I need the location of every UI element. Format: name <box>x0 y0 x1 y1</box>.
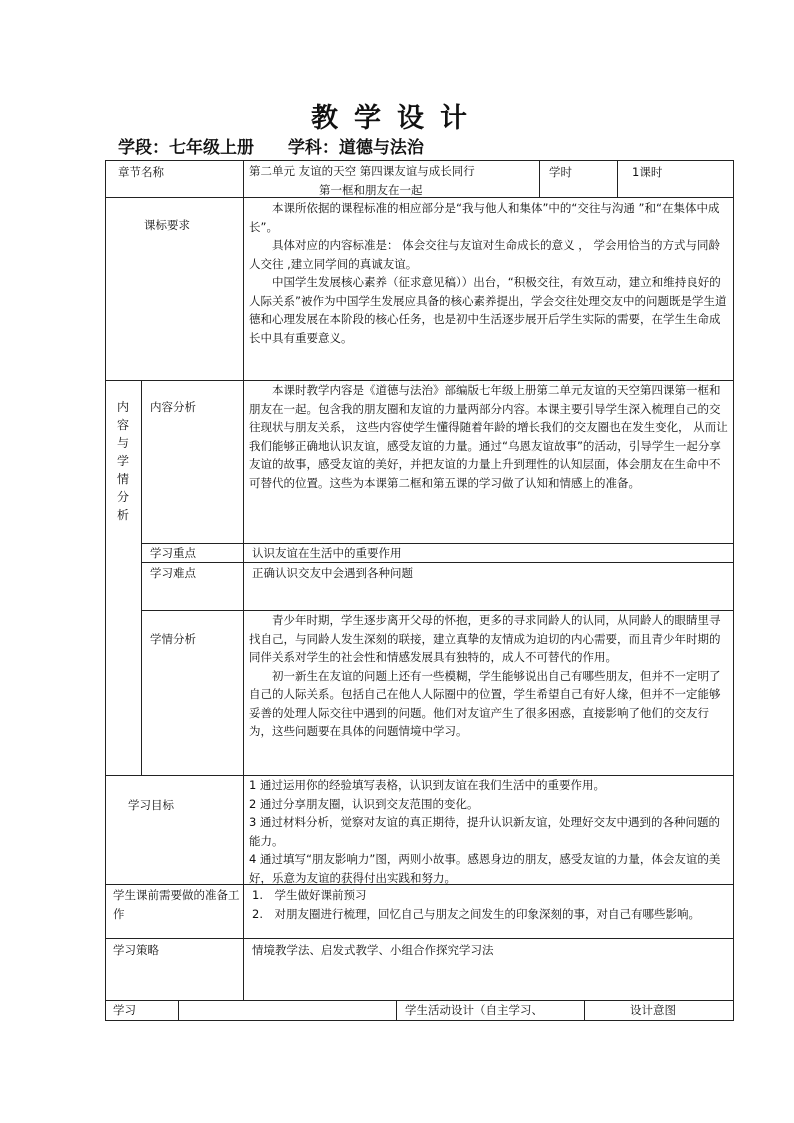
strategy-label: 学习策略 <box>113 943 159 957</box>
subject-label: 学科：道德与法治 <box>287 138 424 158</box>
preparation-label: 学生课前需要做的准备工作 <box>113 888 240 921</box>
key-point-text: 认识友谊在生活中的重要作用 <box>252 546 402 560</box>
difficulty-text: 正确认识交友中会遇到各种问题 <box>252 566 413 580</box>
key-point-label: 学习重点 <box>150 546 196 560</box>
strategy-text: 情境教学法、启发式教学、小组合作探究学习法 <box>252 943 494 957</box>
difficulty-label: 学习难点 <box>150 566 196 580</box>
objective-item: 3 通过材料分析，觉察对友谊的真正期待，提升认识新友谊，处理好交友中遇到的各种问题的能力。 <box>249 815 720 848</box>
objectives-list <box>249 776 729 887</box>
preparation-item: 1. 学生做好课前预习 <box>252 888 367 902</box>
objective-item: 2 通过分享朋友圈，认识到交友范围的变化。 <box>249 796 479 811</box>
preparation-item: 2. 对朋友圈进行梳理，回忆自己与朋友之间发生的印象深刻的事，对自己有哪些影响。 <box>252 906 700 921</box>
standard-paragraph-1: 本课所依据的课程标准的相应部分是“我与他人和集体”中的“交往与沟通 ”和“在集体中成长”。 <box>249 201 720 234</box>
chapter-name-label: 章节名称 <box>118 165 164 179</box>
chapter-name-value <box>249 162 537 199</box>
analysis-side-label: 内容与学情分析 <box>116 400 129 522</box>
curriculum-standard-label: 课标要求 <box>144 218 190 232</box>
content-analysis-paragraph: 本课时教学内容是《道德与法治》部编版七年级上册第二单元友谊的天空第四课第一框和朋友在一起。包含我的朋友圈和友谊的力量两部分内容。本课主要引导学生深入梳理自己的交往现状与朋友关系， 这些内容使学生懂得随着年龄的增长我们的交友圈也在发生变化， 从而让我们能够正确地认识友谊，感受友谊的力量。通过“乌恩友谊故事”的活动，引导学生一起分享友谊的故事，感受友谊的美好，并把友谊的力量上升到理性的认知层面，体会朋友在生命中不可替代的位置。这些为本课第二框和第五课的学习做了认知和情感上的准备。 <box>249 383 728 490</box>
preparation-list <box>252 886 728 923</box>
standard-paragraph-3: 中国学生发展核心素养（征求意见稿））出台，“积极交往，有效互动，建立和维持良好的人际关系”被作为中国学生发展应具备的核心素养提出，学会交往处理交友中的问题既是学生道德和心理发展在本阶段的核心任务，也是初中生活逐步展开后学生实际的需要，在学生生命成长中具有重要意义。 <box>249 275 727 345</box>
document-title: 教学设计 <box>311 103 483 134</box>
chapter-name-line2: 第一框和朋友在一起 <box>319 182 423 197</box>
bottom-col-intent: 设计意图 <box>630 1003 676 1017</box>
document-subtitle <box>118 133 452 158</box>
learner-paragraph-2: 初一新生在友谊的问题上还有一些模糊，学生能够说出自己有哪些朋友，但并不一定明了自己的人际关系。包括自己在他人人际圈中的位置，学生希望自己有好人缘，但并不一定能够妥善的处理人际交往中遇到的问题。他们对友谊产生了很多困惑，直接影响了他们的交友行为，这些问题要在具体的问题情境中学习。 <box>249 668 721 738</box>
learner-paragraph-1: 青少年时期，学生逐步离开父母的怀抱，更多的寻求同龄人的认同，从同龄人的眼睛里寻找自己，与同龄人发生深刻的联接，建立真挚的友情成为迫切的内心需要，而且青少年时期的同伴关系对学生的社会性和情感发展具有独特的，成人不可替代的作用。 <box>249 613 721 664</box>
hours-value: 1课时 <box>632 165 663 179</box>
curriculum-standard-text <box>249 199 729 347</box>
standard-paragraph-2: 具体对应的内容标准是： 体会交往与友谊对生命成长的意义 ， 学会用恰当的方式与同龄人交往 ,建立同学间的真诚友谊。 <box>249 238 720 271</box>
objective-item: 1 通过运用你的经验填写表格，认识到友谊在我们生活中的重要作用。 <box>249 778 605 792</box>
hours-label: 学时 <box>549 165 572 179</box>
bottom-col-activity: 学生活动设计（自主学习、 <box>405 1003 543 1017</box>
stage-label: 学段：七年级上册 <box>118 138 254 158</box>
chapter-name-line1: 第二单元 友谊的天空 第四课友谊与成长同行 <box>249 164 475 178</box>
content-analysis-text <box>249 381 729 492</box>
objectives-label: 学习目标 <box>128 798 174 812</box>
objective-item: 4 通过填写“朋友影响力”图，两则小故事。感恩身边的朋友，感受友谊的力量，体会友谊的美好，乐意为友谊的获得付出实践和努力。 <box>249 852 721 885</box>
learner-analysis-label: 学情分析 <box>150 632 196 646</box>
bottom-col-learning: 学习 <box>113 1003 136 1017</box>
learner-analysis-text <box>249 611 729 741</box>
content-analysis-label: 内容分析 <box>150 400 196 414</box>
